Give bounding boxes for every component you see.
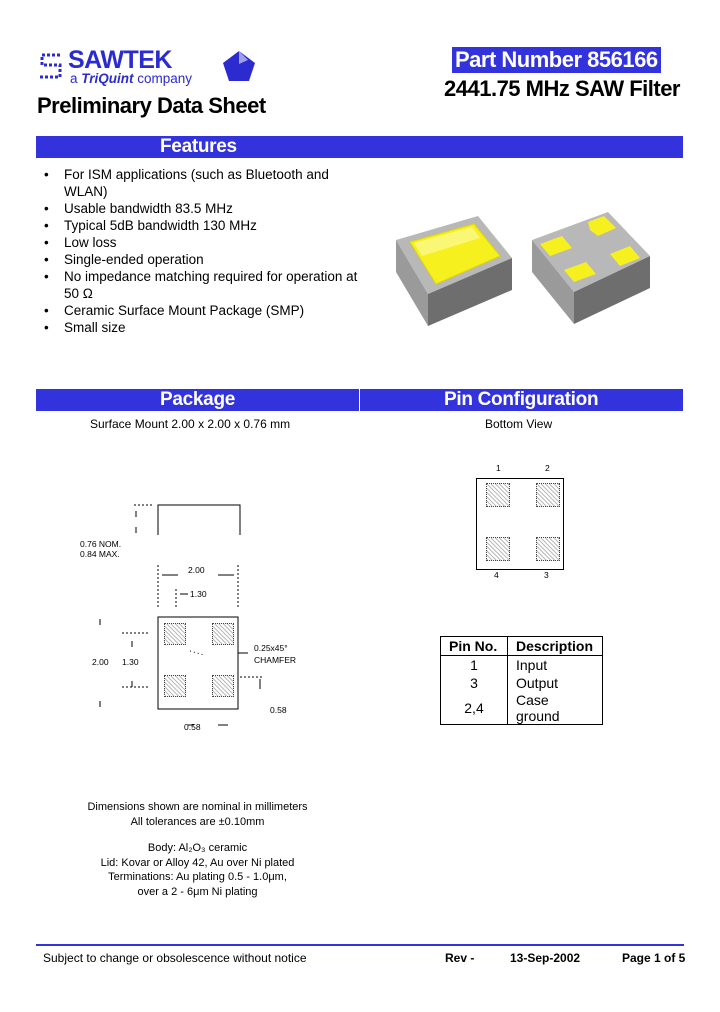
pin-number: 3 xyxy=(441,674,508,692)
pin-label-2: 2 xyxy=(545,463,550,473)
footer-rev: Rev - xyxy=(445,951,475,965)
sawtek-s-icon xyxy=(36,51,66,81)
brand-subtitle: a TriQuint company xyxy=(70,71,193,86)
feature-item: • Small size xyxy=(40,319,360,336)
package-subtitle: Surface Mount 2.00 x 2.00 x 0.76 mm xyxy=(90,417,291,431)
features-list xyxy=(40,166,360,336)
note-plating: over a 2 - 6μm Ni plating xyxy=(137,885,258,898)
dim-pitch: 1.30 xyxy=(190,589,207,599)
brand-name: SAWTEK xyxy=(68,46,172,74)
features-heading-bar xyxy=(36,136,683,158)
dim-width: 2.00 xyxy=(188,565,205,575)
footer-notice: Subject to change or obsolescence without notice xyxy=(43,951,307,965)
part-number: Part Number 856166 xyxy=(452,47,661,73)
pin-number: 1 xyxy=(441,656,508,675)
note-body: Body: Al₂O₃ ceramic xyxy=(147,842,248,854)
pin-number: 2,4 xyxy=(441,692,508,725)
pin-table-header-desc: Description xyxy=(508,637,603,656)
package-notes xyxy=(36,800,359,899)
footer-page: Page 1 of 5 xyxy=(622,951,686,965)
package-bottom-image xyxy=(528,208,658,326)
bottom-view-label: Bottom View xyxy=(485,417,553,431)
dim-height-max: 0.84 MAX. xyxy=(80,549,120,559)
doc-title: Preliminary Data Sheet xyxy=(37,93,266,118)
feature-item: • Ceramic Surface Mount Package (SMP) xyxy=(40,302,360,319)
footer-divider xyxy=(36,944,684,946)
pad-2 xyxy=(212,623,234,645)
feature-item: • Single-ended operation xyxy=(40,251,360,268)
pad-4 xyxy=(164,675,186,697)
pin-pad-4 xyxy=(486,537,510,561)
pin-description: Case ground xyxy=(508,692,603,725)
pin-label-4: 4 xyxy=(494,570,499,580)
pin-pad-2 xyxy=(536,483,560,507)
pin-table-header-pin: Pin No. xyxy=(441,637,508,656)
feature-item: • For ISM applications (such as Bluetooth and WLAN) xyxy=(40,166,360,200)
feature-item: • Usable bandwidth 83.5 MHz xyxy=(40,200,360,217)
dim-pad-v: 0.58 xyxy=(270,705,287,715)
dim-height: 0.76 NOM. xyxy=(80,539,122,549)
pin-description: Input xyxy=(508,656,603,675)
table-row xyxy=(441,692,603,725)
feature-item: • Low loss xyxy=(40,234,360,251)
dim-pad-h: 0.58 xyxy=(184,722,201,732)
company-logo xyxy=(36,48,266,88)
package-heading-bar xyxy=(36,389,359,411)
pin-pad-3 xyxy=(536,537,560,561)
package-drawing xyxy=(70,495,320,745)
note-terminations: Terminations: Au plating 0.5 - 1.0μm, xyxy=(108,871,287,883)
product-title: 2441.75 MHz SAW Filter xyxy=(444,76,680,101)
dim-chamfer-label: CHAMFER xyxy=(254,655,297,665)
pin-label-3: 3 xyxy=(544,570,549,580)
pentagon-logo-icon xyxy=(222,50,256,82)
pad-3 xyxy=(212,675,234,697)
dim-chamfer: 0.25x45° xyxy=(254,643,288,653)
feature-item: • No impedance matching required for operation at 50 Ω xyxy=(40,268,360,302)
pad-1 xyxy=(164,623,186,645)
note-dimensions: Dimensions shown are nominal in millimeters xyxy=(87,801,308,813)
package-top-image xyxy=(388,212,518,330)
pin-config-heading-bar xyxy=(360,389,683,411)
footer-date: 13-Sep-2002 xyxy=(510,951,581,965)
table-row xyxy=(441,674,603,692)
note-tolerances: All tolerances are ±0.10mm xyxy=(130,815,265,828)
dim-side: 2.00 xyxy=(92,657,109,667)
pin-pad-1 xyxy=(486,483,510,507)
pin-bottom-view xyxy=(476,460,576,580)
dim-side-pitch: 1.30 xyxy=(122,657,139,667)
pin-description: Output xyxy=(508,674,603,692)
table-row xyxy=(441,656,603,675)
feature-item: • Typical 5dB bandwidth 130 MHz xyxy=(40,217,360,234)
pin-label-1: 1 xyxy=(496,463,501,473)
note-lid: Lid: Kovar or Alloy 42, Au over Ni plated xyxy=(100,856,295,869)
package-heading: Package xyxy=(160,389,236,410)
pin-config-heading: Pin Configuration xyxy=(444,389,599,410)
pin-table xyxy=(440,636,603,725)
features-heading: Features xyxy=(160,136,237,157)
